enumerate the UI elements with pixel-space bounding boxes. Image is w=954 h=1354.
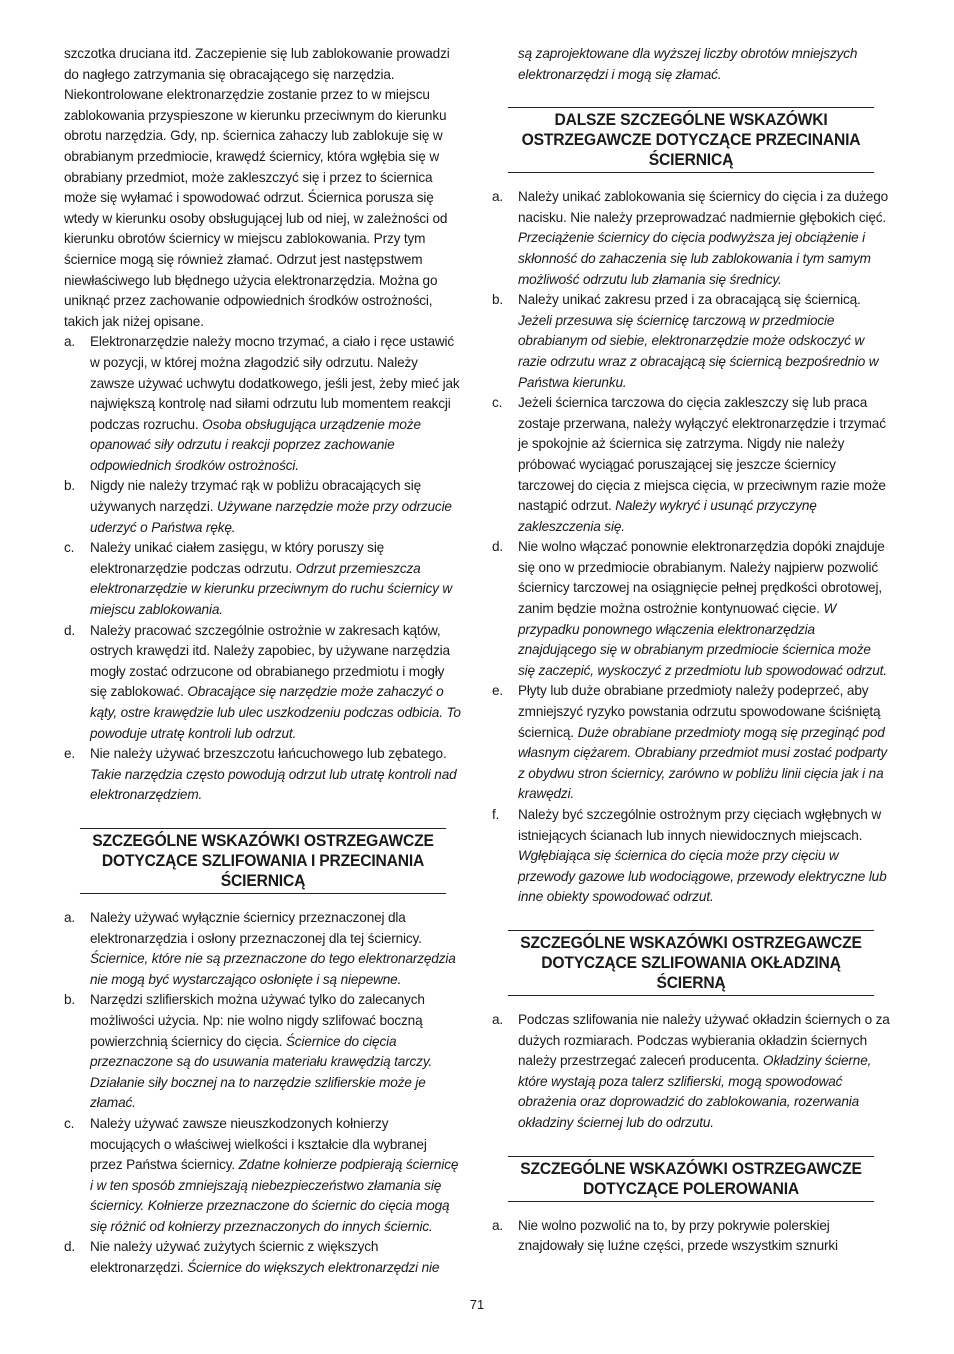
list-item [492, 187, 890, 290]
heading-line: ŚCIERNĄ [656, 972, 726, 992]
section-heading [80, 828, 446, 894]
item-note: W przypadku ponownego włączenia elektronarzędzia znajdującego się w obrabianym przedmiocie ściernica może się zaczepić, wyskoczyć z przedmiotu lub spowodować odrzut. [518, 601, 887, 678]
heading-line: SZCZEGÓLNE WSKAZÓWKI OSTRZEGAWCZE [520, 932, 862, 952]
item-label: d. [64, 622, 76, 638]
section-heading [508, 930, 874, 996]
list-item [64, 908, 462, 990]
item-note: Zdatne kołnierze podpierają ściernicę i w ten sposób zmniejszają niebezpieczeństwo złamania się ściernicy. Kołnierze przeznaczone do ściernic do cięcia mogą się różnić od kołnierzy przeznaczonych do innych ściernic. [90, 1157, 459, 1234]
right-column [492, 44, 890, 1257]
list-item [64, 990, 462, 1114]
item-text: Nie wolno włączać ponownie elektronarzędzia dopóki znajduje się ono w przedmiocie obrabianym. Należy najpierw pozwolić ściernicy tarczowej na osiągnięcie pełnej prędkości obrotowej, zanim będzie można ostrożnie kontynuować cięcie. [518, 539, 885, 617]
item-label: f. [492, 807, 500, 822]
item-text: Podczas szlifowania nie należy używać okładzin ściernych o za dużych rozmiarach. Podczas wybierania okładzin ściernych należy przestrzegać zaleceń producenta. [518, 1011, 890, 1069]
item-text: Należy być szczególnie ostrożnym przy cięciach wgłębnych w istniejących ścianach lub innych niewidocznych miejscach. [518, 807, 882, 843]
intro-paragraph: szczotka druciana itd. Zaczepienie się lub zablokowanie prowadzi do nagłego zatrzymania się obracającego się narzędzia. Niekontrolowane elektronarzędzie zostanie przez to w miejscu zablokowania przyspieszone w kierunku przeciwnym do kierunku obrotu narzędzia. Gdy, np. ściernica zahaczy lub zablokuje się w obrabianym przedmiocie, krawędź ściernicy, która wgłębia się w obrabiany przedmiot, może zakleszczyć się i przez to ściernica może się wyłamać i spowodować odrzut. Ściernica porusza się wtedy w kierunku osoby obsługującej lub od niej, w zależności od kierunku obrotów ściernicy w miejscu zablokowania. Przy tym ściernice mogą się również złamać. Odrzut jest następstwem niewłaściwego lub błędnego użycia elektronarzędzia. Można go uniknąć przez zachowanie odpowiednich środków ostrożności, takich jak niżej opisane. [64, 46, 450, 329]
list-item [492, 805, 890, 908]
item-text: Należy pracować szczególnie ostrożnie w zakresach kątów, ostrych krawędzi itd. Należy zapobiec, by używane narzędzia mogły zostać odrzucone od obrabianego przedmiotu i mogły się zablokować. [90, 622, 450, 700]
heading-line: SZCZEGÓLNE WSKAZÓWKI OSTRZEGAWCZE [520, 1158, 862, 1178]
list-item [64, 476, 462, 538]
item-note: Osoba obsługująca urządzenie może opanować siły odrzutu i reakcji poprzez zachowanie odpowiednich środków ostrożności. [90, 416, 421, 473]
heading-line: OSTRZEGAWCZE DOTYCZĄCE PRZECINANIA [521, 130, 861, 150]
item-text: Elektronarzędzie należy mocno trzymać, a ciało i ręce ustawić w pozycji, w której można złagodzić siły odrzutu. Należy zawsze używać uchwytu dodatkowego, jeśli jest, żeby mieć jak największą kontrolę nad siłami odrzutu lub momentem reakcji podczas rozruchu. [90, 334, 460, 432]
list-item [492, 290, 890, 393]
item-label: a. [492, 1217, 504, 1233]
list-item [492, 1010, 890, 1134]
item-label: c. [64, 540, 75, 556]
heading-line: DOTYCZĄCE SZLIFOWANIA I PRZECINANIA [101, 850, 425, 870]
item-label: b. [64, 992, 76, 1008]
item-text: Należy używać wyłącznie ściernicy przeznaczonej dla elektronarzędzia i osłony przeznaczonej dla tej ściernicy. [90, 909, 422, 946]
item-note: Okładziny ścierne, które wystają poza talerz szlifierski, mogą spowodować obrażenia oraz doprowadzić do zablokowania, rozerwania okładziny ściernej lub do odrzutu. [518, 1053, 872, 1130]
list-item [492, 1216, 890, 1257]
item-label: b. [492, 292, 504, 308]
item-label: b. [64, 478, 76, 494]
item-text: Nie wolno pozwolić na to, by przy pokrywie polerskiej znajdowały się luźne części, przede wszystkim sznurki [518, 1217, 838, 1254]
item-note: są zaprojektowane dla wyższej liczby obrotów mniejszych elektronarzędzi i mogą się złamać. [518, 46, 858, 82]
item-text: Należy unikać zablokowania się ściernicy do cięcia i za dużego nacisku. Nie należy przeprowadzać nadmiernie głębokich cięć. [518, 189, 889, 225]
item-note: Należy wykryć i usunąć przyczynę zakleszczenia się. [518, 498, 817, 534]
item-text: Narzędzi szlifierskich można używać tylko do zalecanych możliwości użycia. Np: nie wolno nigdy szlifować boczną powierzchnią ściernicy do cięcia. [90, 992, 425, 1049]
heading-line: DOTYCZĄCE POLEROWANIA [583, 1178, 799, 1198]
item-note: Przeciążenie ściernicy do cięcia podwyższa jej obciążenie i skłonność do zahaczenia się lub zablokowania i tym samym możliwość odrzutu lub złamania się średnicy. [518, 230, 871, 287]
list-item [64, 744, 462, 806]
item-note: Obracające się narzędzie może zahaczyć o kąty, ostre krawędzie lub ulec uszkodzeniu podczas odbicia. To powoduje utratę kontroli lub odrzut. [90, 684, 461, 741]
item-label: a. [492, 189, 504, 205]
item-note: Jeżeli przesuwa się ściernicę tarczową w przedmiocie obrabianym od siebie, elektronarzędzie może odskoczyć w razie odrzutu wraz z obracającą się ściernicą bezpośrednio w Państwa kierunku. [518, 312, 879, 390]
list-item-continuation [492, 44, 890, 85]
list-item [492, 681, 890, 805]
item-label: e. [64, 746, 76, 762]
item-text: Należy unikać zakresu przed i za obracającą się ściernicą. [518, 292, 861, 308]
list-item [64, 1237, 462, 1278]
item-label: e. [492, 683, 504, 699]
list-item [64, 538, 462, 620]
heading-line: ŚCIERNICĄ [220, 870, 306, 890]
item-text: Jeżeli ściernica tarczowa do cięcia zakleszczy się lub praca zostaje przerwana, należy wyłączyć elektronarzędzie i trzymać je spokojnie aż ściernica się zatrzyma. Nigdy nie należy próbować wyciągać poruszającej się jeszcze ściernicy tarczowej do cięcia z miejsca cięcia, w przeciwnym razie może nastąpić odrzut. [518, 395, 886, 514]
item-note: Wgłębiająca się ściernica do cięcia może przy cięciu w przewody gazowe lub wodociągowe, przewody elektryczne lub inne obiekty spowodować odrzut. [518, 848, 887, 905]
heading-line: ŚCIERNICĄ [648, 150, 734, 170]
list-item [64, 1114, 462, 1238]
item-note: Ściernice do cięcia przeznaczone są do usuwania materiału krawędzią tarczy. Działanie siły bocznej na to narzędzie szlifierskie może je złamać. [90, 1033, 433, 1111]
left-column [64, 44, 462, 1279]
item-note: Duże obrabiane przedmioty mogą się przeginąć pod własnym ciężarem. Obrabiany przedmiot musi zostać podparty z obydwu stron ściernicy, zarówno w pobliżu linii cięcia jak i na krawędzi. [518, 724, 888, 802]
item-label: a. [492, 1011, 504, 1027]
section-heading [508, 107, 874, 173]
item-text: Nie należy używać zużytych ściernic z większych elektronarzędzi. [90, 1239, 379, 1276]
list-item [64, 332, 462, 476]
page-number: 71 [469, 1297, 485, 1312]
item-note: Używane narzędzie może przy odrzucie uderzyć o Państwa rękę. [90, 499, 452, 535]
list-item [492, 393, 890, 537]
item-label: d. [492, 539, 504, 555]
list-item [64, 621, 462, 745]
list-item [492, 537, 890, 681]
item-note: Odrzut przemieszcza elektronarzędzie w kierunku przeciwnym do ruchu ściernicy w miejscu zablokowania. [90, 560, 453, 618]
item-label: a. [64, 334, 76, 350]
item-note: Ściernice do większych elektronarzędzi nie [187, 1260, 440, 1276]
item-label: a. [64, 909, 76, 925]
item-note: Ściernice, które nie są przeznaczone do tego elektronarzędzia nie mogą być wystarczająco osłonięte i są niepewne. [90, 951, 456, 987]
item-label: c. [64, 1115, 75, 1131]
item-text: Należy unikać ciałem zasięgu, w który poruszy się elektronarzędzie podczas odrzutu. [90, 540, 385, 576]
item-label: c. [492, 395, 503, 411]
item-note: Takie narzędzia często powodują odrzut lub utratę kontroli nad elektronarzędziem. [90, 766, 457, 803]
heading-line: DALSZE SZCZEGÓLNE WSKAZÓWKI [554, 110, 828, 130]
item-text: Płyty lub duże obrabiane przedmioty należy podeprzeć, aby zmniejszyć ryzyko powstania odrzutu spowodowane ściśniętą ściernicą. [518, 683, 881, 740]
item-text: Nie należy używać brzeszczotu łańcuchowego lub zębatego. [90, 746, 447, 762]
item-text: Nigdy nie należy trzymać rąk w pobliżu obracających się używanych narzędzi. [90, 478, 421, 515]
heading-line: SZCZEGÓLNE WSKAZÓWKI OSTRZEGAWCZE [92, 830, 434, 850]
item-label: d. [64, 1239, 76, 1255]
section-heading [508, 1156, 874, 1202]
heading-line: DOTYCZĄCE SZLIFOWANIA OKŁADZINĄ [541, 952, 841, 972]
item-text: Należy używać zawsze nieuszkodzonych kołnierzy mocujących o właściwej wielkości i kształcie dla wybranej przez Państwa ściernicy. [90, 1115, 427, 1173]
